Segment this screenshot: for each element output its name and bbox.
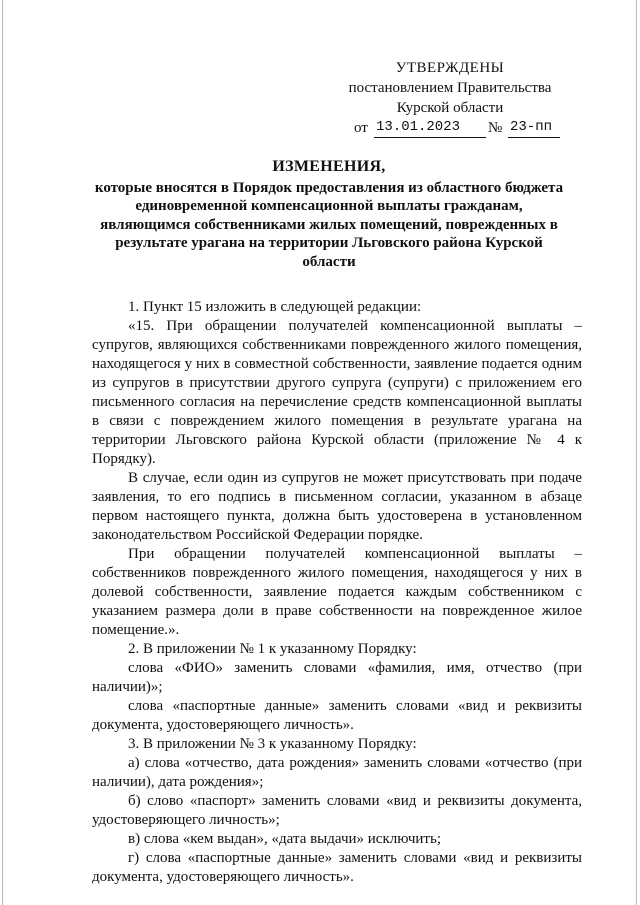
paragraph: б) слово «паспорт» заменить словами «вид и реквизиты документа, удостоверяющего личность»;	[92, 793, 582, 828]
approval-line-2: Курской области	[396, 100, 504, 116]
paragraph: 1. Пункт 15 изложить в следующей редакции:	[128, 299, 422, 315]
approval-date-line	[300, 118, 600, 138]
approval-title: УТВЕРЖДЕНЫ	[395, 60, 505, 76]
paragraph: 2. В приложении № 1 к указанному Порядку:	[128, 641, 417, 657]
date-prefix: от	[354, 120, 368, 136]
approval-date: 13.01.2023	[374, 118, 486, 138]
heading-subtitle: которые вносятся в Порядок предоставления из областного бюджета единовременной компенсационной выплаты гражданам, являющимся собственниками жилых помещений, поврежденных в результате урагана на территории Льговского района Курской области	[94, 179, 564, 270]
document-heading	[90, 158, 568, 271]
heading-title: ИЗМЕНЕНИЯ,	[272, 158, 386, 175]
scan-edge-left	[2, 0, 3, 905]
document-body	[92, 298, 582, 887]
paragraph: слова «паспортные данные» заменить словами «вид и реквизиты документа, удостоверяющего личность».	[92, 698, 582, 733]
paragraph: в) слова «кем выдан», «дата выдачи» исключить;	[128, 831, 442, 847]
paragraph: «15. При обращении получателей компенсационной выплаты – супругов, являющихся собственниками поврежденного жилого помещения, находящегося у них в совместной собственности, заявление подается одним из супругов в присутствии другого супруга (супруги) с приложением его письменного согласия на перечисление средств компенсационной выплаты в связи с повреждением жилого помещения в результате урагана на территории Льговского района Курской области (приложение № 4 к Порядку).	[92, 318, 582, 467]
paragraph: а) слова «отчество, дата рождения» заменить словами «отчество (при наличии), дата рождения»;	[92, 755, 582, 790]
paragraph: 3. В приложении № 3 к указанному Порядку:	[128, 736, 417, 752]
scan-edge-right	[636, 0, 637, 905]
paragraph: г) слова «паспортные данные» заменить словами «вид и реквизиты документа, удостоверяющего личность».	[92, 850, 582, 885]
approval-number: 23-пп	[508, 118, 560, 138]
paragraph: слова «ФИО» заменить словами «фамилия, имя, отчество (при наличии)»;	[92, 660, 582, 695]
paragraph: При обращении получателей компенсационной выплаты – собственников поврежденного жилого помещения, находящегося у них в долевой собственности, заявление подается каждым собственником с указанием размера доли в праве собственности на поврежденное жилое помещение.».	[92, 546, 582, 638]
number-prefix: №	[488, 120, 503, 136]
paragraph: В случае, если один из супругов не может присутствовать при подаче заявления, то его подпись в письменном согласии, указанном в абзаце первом настоящего пункта, должна быть удостоверена в установленном законодательством Российской Федерации порядке.	[92, 470, 582, 543]
approval-block	[300, 58, 600, 138]
approval-line-1: постановлением Правительства	[348, 80, 552, 96]
